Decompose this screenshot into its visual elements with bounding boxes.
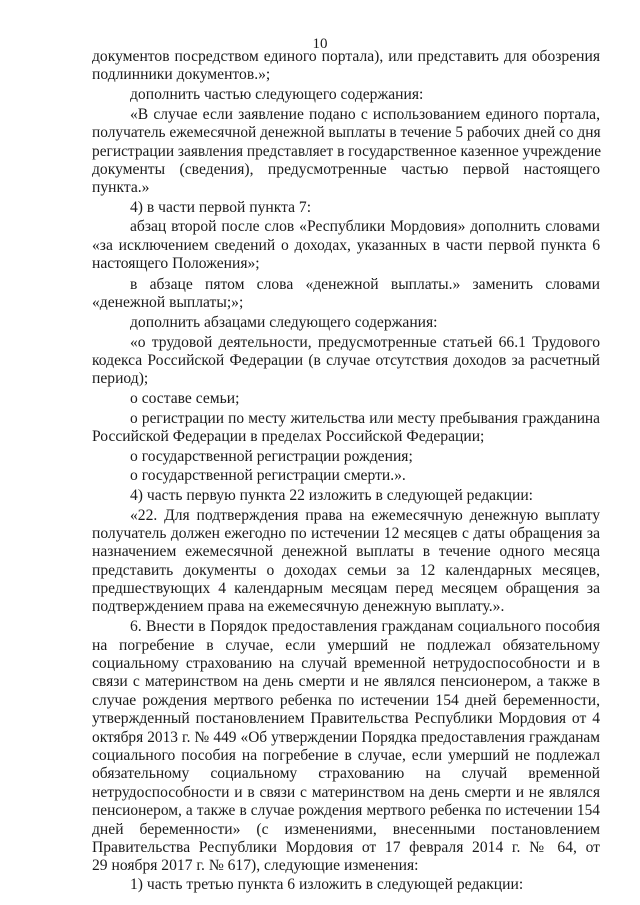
text-line: подтверждением права на ежемесячную денежную выплату.». bbox=[92, 598, 505, 615]
text-line: 6. Внести в Порядок предоставления гражданам социального пособия bbox=[130, 618, 600, 635]
text-line: связи с материнством на день смерти и не являлся пенсионером, а также в bbox=[92, 673, 600, 690]
text-line: случае рождения мертвого ребенка по истечении 154 дней беременности, bbox=[92, 692, 600, 709]
text-line: 29 ноября 2017 г. № 617), следующие изменения: bbox=[92, 857, 419, 874]
text-line: социальному страхованию на случай временной нетрудоспособности и в bbox=[92, 655, 600, 672]
text-line: назначением ежемесячной денежной выплаты в течение одного месяца bbox=[92, 543, 600, 560]
text-line: регистрации заявления представляет в государственное казенное учреждение bbox=[92, 143, 602, 160]
text-line: получатель ежемесячной денежной выплаты в течение 5 рабочих дней со дня bbox=[92, 124, 601, 141]
text-line: дней беременности» (с изменениями, внесенными постановлением bbox=[92, 821, 600, 838]
text-line: «22. Для подтверждения права на ежемесячную денежную выплату bbox=[130, 507, 600, 524]
text-line: Правительства Республики Мордовия от 17 февраля 2014 г. № 64, от bbox=[92, 839, 600, 856]
text-line: октября 2013 г. № 449 «Об утверждении Порядка предоставления гражданам bbox=[92, 729, 600, 746]
text-line: предшествующих 4 календарным месяцам перед месяцем обращения за bbox=[92, 580, 600, 597]
text-line: социального пособия на погребение в случае, если умерший не подлежал bbox=[92, 747, 600, 764]
text-line: о государственной регистрации рождения; bbox=[130, 448, 413, 465]
text-line: о составе семьи; bbox=[130, 390, 240, 407]
text-line: документы (сведения), предусмотренные частью первой настоящего bbox=[92, 161, 600, 178]
text-line: на погребение в случае, если умерший не подлежал обязательному bbox=[92, 637, 600, 654]
text-line: настоящего Положения»; bbox=[92, 255, 260, 272]
text-line: 1) часть третью пункта 6 изложить в следующей редакции: bbox=[130, 876, 524, 893]
text-line: нетрудоспособности и в связи с материнством на день смерти и не являлся bbox=[92, 784, 600, 801]
text-line: «В случае если заявление подано с использованием единого портала, bbox=[130, 106, 600, 123]
text-line: «денежной выплаты;»; bbox=[92, 294, 244, 311]
text-line: Российской Федерации в пределах Российской Федерации; bbox=[92, 428, 485, 445]
text-line: дополнить частью следующего содержания: bbox=[130, 86, 424, 103]
text-line: «о трудовой деятельности, предусмотренные статьей 66.1 Трудового bbox=[130, 334, 600, 351]
text-line: в абзаце пятом слова «денежной выплаты.» заменить словами bbox=[130, 276, 600, 293]
text-line: 4) в части первой пункта 7: bbox=[130, 199, 312, 216]
text-line: период); bbox=[92, 370, 149, 387]
text-line: дополнить абзацами следующего содержания: bbox=[130, 314, 438, 331]
text-line: утвержденный постановлением Правительства Республики Мордовия от 4 bbox=[92, 710, 600, 727]
text-line: пенсионером, а также в случае рождения мертвого ребенка по истечении 154 bbox=[92, 802, 600, 819]
text-line: «за исключением сведений о доходах, указанных в части первой пункта 6 bbox=[92, 237, 600, 254]
page-number: 10 bbox=[312, 36, 328, 52]
text-line: обязательному социальному страхованию на случай временной bbox=[92, 765, 600, 782]
text-line: абзац второй после слов «Республики Мордовия» дополнить словами bbox=[130, 218, 600, 235]
text-line: подлинники документов.»; bbox=[92, 66, 271, 83]
text-line: представить документы о доходах семьи за 12 календарных месяцев, bbox=[92, 562, 600, 579]
text-line: 4) часть первую пункта 22 изложить в следующей редакции: bbox=[130, 487, 533, 504]
text-line: о государственной регистрации смерти.». bbox=[130, 467, 406, 484]
text-line: пункта.» bbox=[92, 179, 150, 196]
text-line: получатель должен ежегодно по истечении 12 месяцев с даты обращения за bbox=[92, 525, 600, 542]
text-line: о регистрации по месту жительства или месту пребывания гражданина bbox=[130, 410, 600, 427]
text-line: кодекса Российской Федерации (в случае отсутствия доходов за расчетный bbox=[92, 352, 600, 369]
text-line: документов посредством единого портала), или представить для обозрения bbox=[92, 48, 600, 65]
